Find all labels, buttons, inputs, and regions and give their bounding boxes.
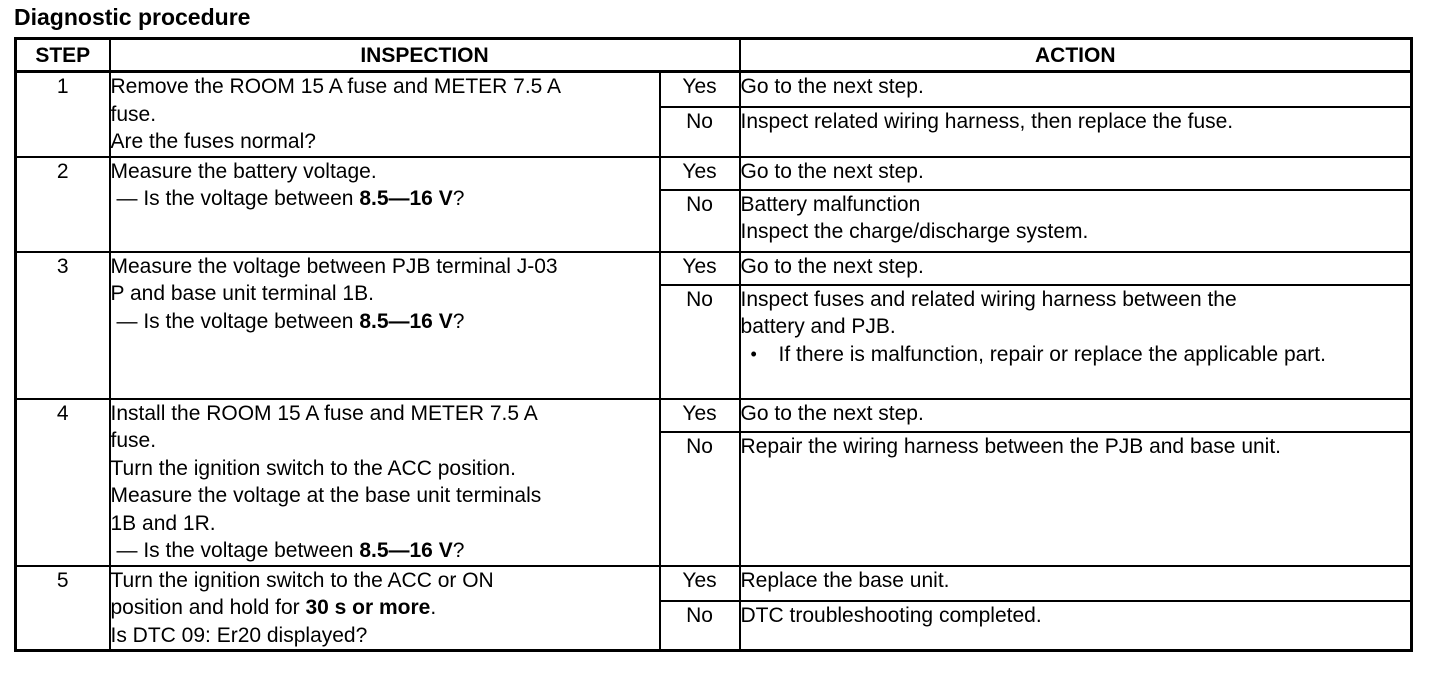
yes-action bbox=[740, 252, 1412, 285]
inspection-question bbox=[111, 308, 659, 336]
header-inspection: INSPECTION bbox=[110, 39, 740, 72]
yes-label: Yes bbox=[660, 157, 740, 190]
yes-action bbox=[740, 399, 1412, 433]
inspection-text: Measure the voltage between PJB terminal J-03 bbox=[110, 254, 558, 278]
step-number: 4 bbox=[16, 399, 110, 566]
page-title: Diagnostic procedure bbox=[14, 4, 251, 30]
yes-label: Yes bbox=[660, 566, 740, 602]
step-number: 5 bbox=[16, 566, 110, 651]
action-text: Inspect the charge/discharge system. bbox=[740, 220, 1089, 243]
action-text: Battery malfunction bbox=[740, 192, 921, 216]
header-row bbox=[16, 39, 1412, 72]
table-row bbox=[16, 566, 1412, 602]
yes-action bbox=[740, 72, 1412, 108]
bullet-item bbox=[741, 341, 1411, 369]
inspection-cell bbox=[110, 72, 660, 157]
inspection-text: Is DTC 09: Er20 displayed? bbox=[110, 623, 368, 647]
step-number: 2 bbox=[16, 157, 110, 252]
voltage-range: 8.5—16 V bbox=[359, 539, 453, 562]
inspection-cell bbox=[110, 566, 660, 651]
text-prefix: position and hold for bbox=[110, 596, 306, 619]
inspection-cell bbox=[110, 157, 660, 252]
table-row bbox=[16, 157, 1412, 190]
text-suffix: . bbox=[430, 596, 437, 619]
no-action bbox=[740, 432, 1412, 565]
action-text: Inspect related wiring harness, then replace the fuse. bbox=[740, 110, 1234, 134]
step-number: 1 bbox=[16, 72, 110, 157]
yes-action bbox=[740, 566, 1412, 602]
inspection-text-mixed bbox=[111, 594, 659, 622]
no-action bbox=[740, 285, 1412, 399]
inspection-cell bbox=[110, 252, 660, 399]
inspection-question bbox=[111, 185, 659, 213]
question-prefix: — Is the voltage between bbox=[116, 539, 360, 562]
yes-label: Yes bbox=[660, 399, 740, 433]
duration-emphasis: 30 s or more bbox=[305, 596, 431, 619]
action-text: battery and PJB. bbox=[740, 315, 896, 338]
bullet-text: If there is malfunction, repair or replace the applicable part. bbox=[778, 342, 1326, 366]
inspection-text: Are the fuses normal? bbox=[110, 130, 316, 153]
no-action bbox=[740, 190, 1412, 252]
no-label: No bbox=[660, 432, 740, 565]
question-suffix: ? bbox=[452, 187, 465, 210]
table-row bbox=[16, 72, 1412, 108]
question-suffix: ? bbox=[452, 309, 465, 333]
table-row bbox=[16, 399, 1412, 433]
inspection-text: Measure the battery voltage. bbox=[110, 159, 377, 183]
no-label: No bbox=[660, 601, 740, 650]
action-text: Replace the base unit. bbox=[740, 568, 950, 592]
inspection-text: 1B and 1R. bbox=[110, 511, 216, 535]
yes-label: Yes bbox=[660, 252, 740, 285]
action-text: Inspect fuses and related wiring harness between the bbox=[740, 287, 1237, 311]
action-text: Repair the wiring harness between the PJB and base unit. bbox=[740, 435, 1282, 459]
action-text: Go to the next step. bbox=[740, 75, 924, 98]
inspection-text: Install the ROOM 15 A fuse and METER 7.5 A bbox=[110, 401, 538, 425]
inspection-text: Turn the ignition switch to the ACC position. bbox=[110, 456, 516, 480]
voltage-range: 8.5—16 V bbox=[359, 187, 453, 210]
action-text: Go to the next step. bbox=[740, 401, 924, 425]
no-label: No bbox=[660, 107, 740, 156]
inspection-text: P and base unit terminal 1B. bbox=[110, 282, 374, 305]
no-action bbox=[740, 601, 1412, 650]
inspection-cell bbox=[110, 399, 660, 566]
table-row bbox=[16, 252, 1412, 285]
bullet-icon: • bbox=[750, 343, 757, 364]
question-suffix: ? bbox=[452, 539, 465, 562]
no-action bbox=[740, 107, 1412, 156]
action-text: Go to the next step. bbox=[740, 159, 924, 183]
question-prefix: — Is the voltage between bbox=[116, 187, 360, 210]
no-label: No bbox=[660, 285, 740, 399]
inspection-question bbox=[111, 537, 659, 565]
step-number: 3 bbox=[16, 252, 110, 399]
inspection-text: Turn the ignition switch to the ACC or ON bbox=[110, 568, 494, 592]
diagnostic-table bbox=[14, 37, 1413, 652]
inspection-text: fuse. bbox=[110, 429, 157, 452]
yes-label: Yes bbox=[660, 72, 740, 108]
voltage-range: 8.5—16 V bbox=[359, 309, 453, 333]
no-label: No bbox=[660, 190, 740, 252]
question-prefix: — Is the voltage between bbox=[116, 309, 360, 333]
inspection-text: fuse. bbox=[110, 102, 157, 126]
yes-action bbox=[740, 157, 1412, 190]
header-step: STEP bbox=[16, 39, 110, 72]
inspection-text: Remove the ROOM 15 A fuse and METER 7.5 A bbox=[110, 75, 562, 98]
header-action: ACTION bbox=[740, 39, 1412, 72]
action-text: Go to the next step. bbox=[740, 254, 924, 278]
action-text: DTC troubleshooting completed. bbox=[740, 604, 1042, 628]
inspection-text: Measure the voltage at the base unit terminals bbox=[110, 484, 542, 507]
